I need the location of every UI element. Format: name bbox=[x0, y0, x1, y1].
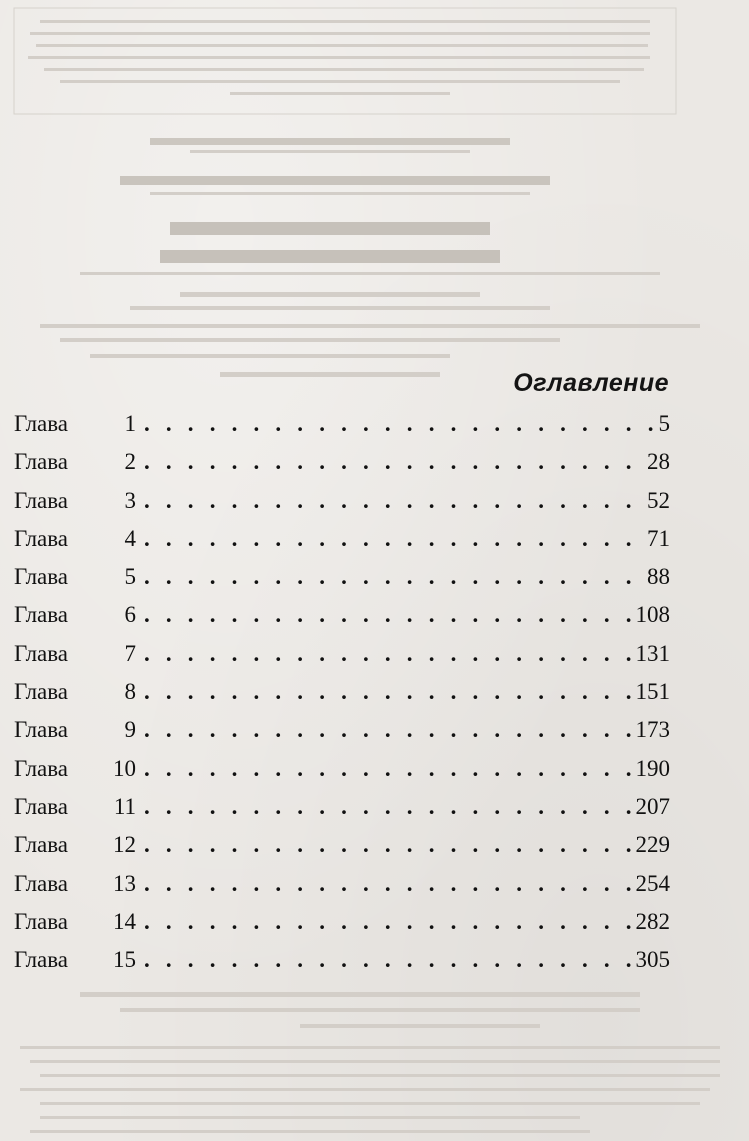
dot-leader bbox=[144, 750, 632, 788]
chapter-label: Глава bbox=[14, 679, 69, 705]
page-number: 88 bbox=[647, 564, 670, 590]
chapter-number: 9 bbox=[124, 717, 136, 743]
chapter-number: 15 bbox=[113, 947, 136, 973]
chapter-number: 2 bbox=[124, 449, 136, 475]
chapter-label: Глава bbox=[14, 947, 69, 973]
dot-leader bbox=[144, 443, 643, 481]
chapter-label: Глава bbox=[14, 755, 69, 781]
chapter-number: 5 bbox=[124, 564, 136, 590]
page-number: 190 bbox=[635, 755, 670, 781]
page-number: 28 bbox=[647, 449, 670, 475]
page-number: 5 bbox=[658, 411, 670, 436]
page-number: 305 bbox=[635, 947, 670, 973]
chapter-number: 8 bbox=[124, 679, 136, 705]
chapter-number: 6 bbox=[124, 602, 136, 628]
toc-title: Оглавление bbox=[513, 368, 669, 397]
chapter-label: Глава bbox=[14, 640, 69, 666]
chapter-label: Глава bbox=[14, 602, 69, 628]
dot-leader bbox=[144, 405, 655, 443]
page-number: 207 bbox=[635, 793, 670, 819]
toc-entry[interactable] bbox=[14, 482, 670, 520]
page-number: 108 bbox=[635, 602, 670, 628]
chapter-number: 14 bbox=[113, 908, 136, 934]
chapter-label: Глава bbox=[14, 793, 69, 819]
chapter-number: 4 bbox=[124, 525, 136, 551]
dot-leader bbox=[144, 673, 632, 711]
chapter-label: Глава bbox=[14, 525, 69, 551]
page-number: 131 bbox=[635, 640, 670, 666]
chapter-number: 12 bbox=[113, 832, 136, 858]
dot-leader bbox=[144, 596, 632, 634]
chapter-label: Глава bbox=[14, 832, 69, 858]
page-number: 254 bbox=[635, 870, 670, 896]
page-number: 173 bbox=[635, 717, 670, 743]
toc-entry[interactable] bbox=[14, 673, 670, 711]
dot-leader bbox=[144, 635, 632, 673]
dot-leader bbox=[144, 788, 632, 826]
dot-leader bbox=[144, 558, 643, 596]
toc-entry[interactable] bbox=[14, 788, 670, 826]
dot-leader bbox=[144, 711, 632, 749]
chapter-number: 7 bbox=[124, 640, 136, 666]
page-number: 52 bbox=[647, 487, 670, 513]
page-number: 282 bbox=[635, 908, 670, 934]
dot-leader bbox=[144, 482, 643, 520]
toc-entry[interactable] bbox=[14, 443, 670, 481]
toc-entry[interactable] bbox=[14, 941, 670, 979]
toc-entry[interactable] bbox=[14, 865, 670, 903]
chapter-label: Глава bbox=[14, 564, 69, 590]
chapter-label: Глава bbox=[14, 870, 69, 896]
toc-entry[interactable] bbox=[14, 711, 670, 749]
dot-leader bbox=[144, 826, 632, 864]
chapter-number: 1 bbox=[124, 411, 136, 436]
chapter-number: 11 bbox=[113, 793, 136, 819]
toc-entry[interactable] bbox=[14, 520, 670, 558]
page-number: 71 bbox=[647, 525, 670, 551]
page-number: 229 bbox=[635, 832, 670, 858]
page-number: 151 bbox=[635, 679, 670, 705]
dot-leader bbox=[144, 903, 632, 941]
chapter-label: Глава bbox=[14, 487, 69, 513]
chapter-number: 10 bbox=[113, 755, 136, 781]
toc-entry[interactable] bbox=[14, 635, 670, 673]
toc-entry[interactable] bbox=[14, 405, 670, 443]
toc-entry[interactable] bbox=[14, 826, 670, 864]
table-of-contents bbox=[14, 405, 670, 979]
toc-entry[interactable] bbox=[14, 596, 670, 634]
dot-leader bbox=[144, 941, 632, 979]
toc-entry[interactable] bbox=[14, 903, 670, 941]
chapter-label: Глава bbox=[14, 717, 69, 743]
chapter-number: 13 bbox=[113, 870, 136, 896]
chapter-label: Глава bbox=[14, 411, 69, 436]
chapter-label: Глава bbox=[14, 449, 69, 475]
chapter-label: Глава bbox=[14, 908, 69, 934]
toc-entry[interactable] bbox=[14, 558, 670, 596]
dot-leader bbox=[144, 520, 643, 558]
toc-entry[interactable] bbox=[14, 750, 670, 788]
dot-leader bbox=[144, 865, 632, 903]
chapter-number: 3 bbox=[124, 487, 136, 513]
